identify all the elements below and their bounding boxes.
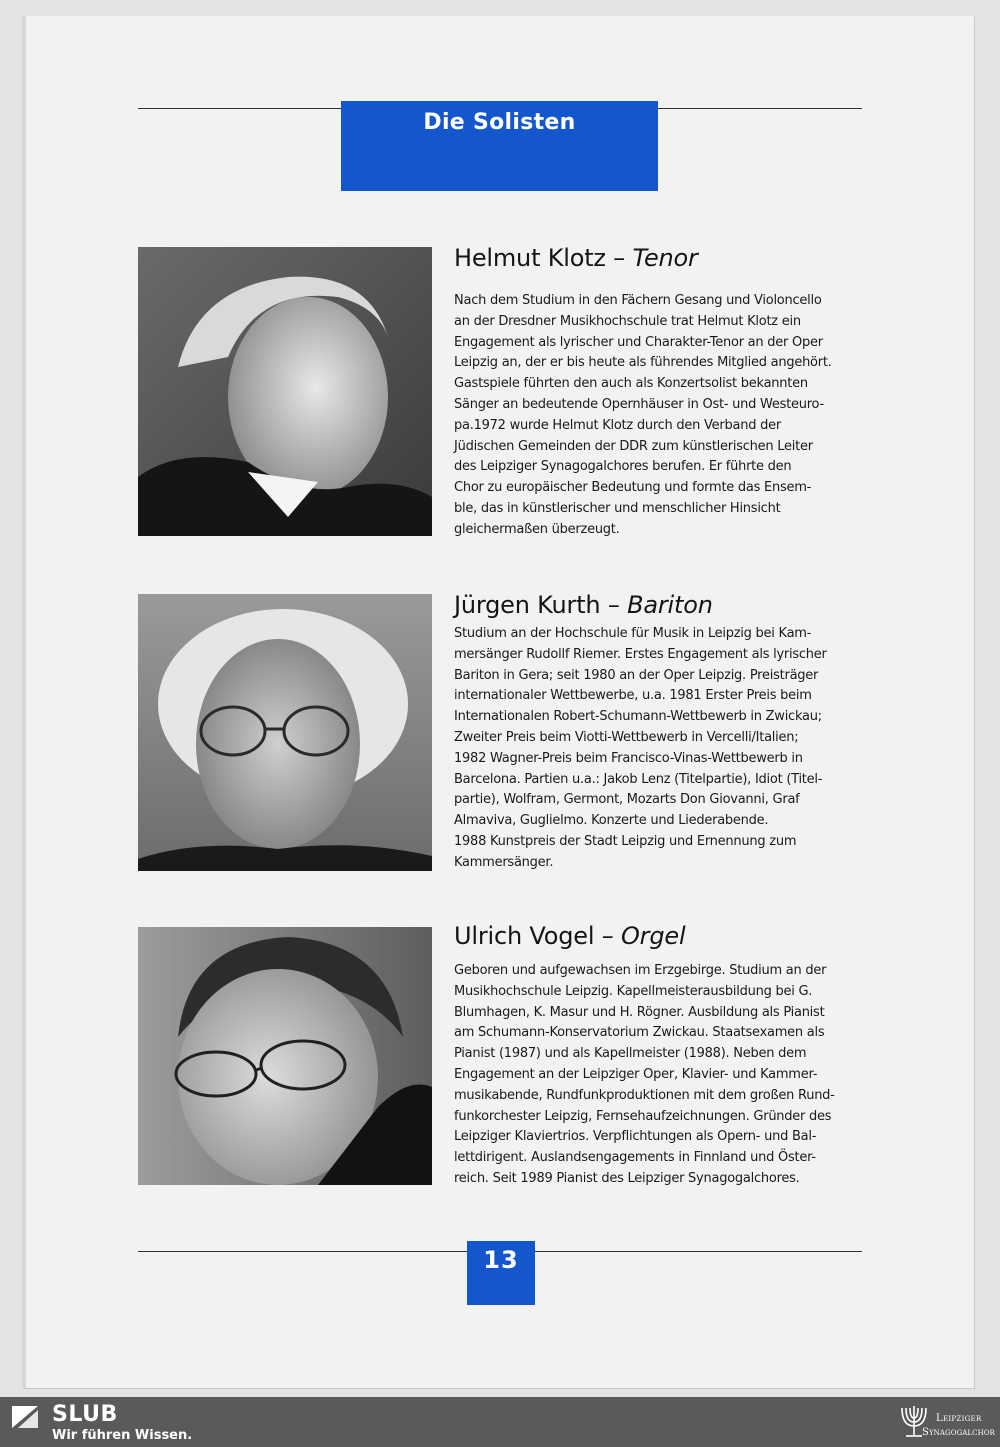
bio-line: an der Dresdner Musikhochschule trat Helmut Klotz ein <box>454 313 801 329</box>
soloist-name-text-2: Jürgen Kurth <box>454 591 601 619</box>
page-fold <box>22 16 26 1388</box>
soloist-name-dash-2: – <box>600 591 628 619</box>
soloist-bio-2 <box>454 624 864 874</box>
portrait-helmut-klotz <box>138 247 432 536</box>
bio-line: Jüdischen Gemeinden der DDR zum künstlerischen Leiter <box>454 438 813 454</box>
bio-line: pa.1972 wurde Helmut Klotz durch den Verband der <box>454 417 781 433</box>
portrait-helmut-klotz-image <box>138 247 432 536</box>
bio-line: Pianist (1987) und als Kapellmeister (1988). Neben dem <box>454 1046 807 1062</box>
soloist-name-text-1: Helmut Klotz <box>454 244 606 272</box>
page-number: 13 <box>483 1246 519 1274</box>
soloist-name-text-3: Ulrich Vogel <box>454 922 595 950</box>
bio-line: Sänger an bedeutende Opernhäuser in Ost- und Westeuro- <box>454 396 824 412</box>
bio-line: Internationalen Robert-Schumann-Wettbewerb in Zwickau; <box>454 709 822 725</box>
bio-line: Nach dem Studium in den Fächern Gesang und Violoncello <box>454 293 822 308</box>
bio-line: Studium an der Hochschule für Musik in Leipzig bei Kam- <box>454 626 812 641</box>
bio-line: Engagement an der Leipziger Oper, Klavier- und Kammer- <box>454 1066 818 1082</box>
choir-name-line1: Leipziger <box>936 1413 982 1424</box>
portrait-juergen-kurth <box>138 594 432 871</box>
slub-logo-icon <box>10 1404 40 1430</box>
soloist-role-2: Bariton <box>627 591 713 619</box>
slub-tagline: Wir führen Wissen. <box>52 1428 193 1443</box>
bio-line: 1988 Kunstpreis der Stadt Leipzig und Ernennung zum <box>454 833 797 849</box>
slub-name: SLUB <box>52 1402 118 1427</box>
bio-line: Geboren und aufgewachsen im Erzgebirge. Studium an der <box>454 963 827 978</box>
bio-line: musikabende, Rundfunkproduktionen mit dem großen Rund- <box>454 1087 835 1103</box>
soloist-name-1 <box>454 244 698 272</box>
soloist-name-dash-1: – <box>605 244 633 272</box>
bio-line: Blumhagen, K. Masur und H. Rögner. Ausbildung als Pianist <box>454 1004 825 1020</box>
soloist-name-2 <box>454 591 713 619</box>
bio-line: Kammersänger. <box>454 854 554 870</box>
soloist-name-dash-3: – <box>594 922 621 950</box>
bio-line: 1982 Wagner-Preis beim Francisco-Vinas-Wettbewerb in <box>454 750 803 766</box>
soloist-role-1: Tenor <box>632 244 698 272</box>
bio-line: reich. Seit 1989 Pianist des Leipziger Synagogalchores. <box>454 1170 800 1186</box>
soloist-role-3: Orgel <box>620 922 686 950</box>
bio-line: gleichermaßen überzeugt. <box>454 521 620 537</box>
bio-line: Chor zu europäischer Bedeutung und formte das Ensem- <box>454 480 812 496</box>
bio-line: Gastspiele führten den auch als Konzertsolist bekannten <box>454 376 808 392</box>
soloist-name-3 <box>454 922 685 950</box>
bio-line: des Leipziger Synagogalchores berufen. Er führte den <box>454 459 792 475</box>
bio-line: ble, das in künstlerischer und menschlicher Hinsicht <box>454 500 781 516</box>
soloist-bio-3 <box>454 961 864 1190</box>
bio-line: Bariton in Gera; seit 1980 an der Oper Leipzig. Preisträger <box>454 667 819 683</box>
portrait-ulrich-vogel <box>138 927 432 1185</box>
portrait-juergen-kurth-image <box>138 594 432 871</box>
bio-line: partie), Wolfram, Germont, Mozarts Don Giovanni, Graf <box>454 792 800 808</box>
bio-line: Almaviva, Guglielmo. Konzerte und Liederabende. <box>454 813 769 829</box>
bio-line: funkorchester Leipzig, Fernsehaufzeichnungen. Gründer des <box>454 1108 832 1124</box>
section-title: Die Solisten <box>423 110 576 135</box>
bio-line: internationaler Wettbewerbe, u.a. 1981 Erster Preis beim <box>454 688 812 704</box>
bio-line: lettdirigent. Auslandsengagements in Finnland und Öster- <box>454 1150 816 1166</box>
bio-line: mersänger Rudollf Riemer. Erstes Engagement als lyrischer <box>454 646 827 662</box>
bio-line: Leipziger Klaviertrios. Verpflichtungen als Opern- und Bal- <box>454 1129 817 1145</box>
bio-line: Barcelona. Partien u.a.: Jakob Lenz (Titelpartie), Idiot (Titel- <box>454 771 823 787</box>
choir-name-line2: Synagogalchor <box>922 1427 996 1438</box>
bio-line: Engagement als lyrischer und Charakter-Tenor an der Oper <box>454 334 823 350</box>
portrait-ulrich-vogel-image <box>138 927 432 1185</box>
bio-line: am Schumann-Konservatorium Zwickau. Staatsexamen als <box>454 1025 825 1041</box>
soloist-bio-1 <box>454 291 864 541</box>
section-title-box <box>341 101 658 191</box>
bio-line: Zweiter Preis beim Viotti-Wettbewerb in Vercelli/Italien; <box>454 729 799 745</box>
bio-line: Leipzig an, der er bis heute als führendes Mitglied angehört. <box>454 355 832 371</box>
page-number-box <box>467 1241 535 1305</box>
bio-line: Musikhochschule Leipzig. Kapellmeisterausbildung bei G. <box>454 983 813 999</box>
